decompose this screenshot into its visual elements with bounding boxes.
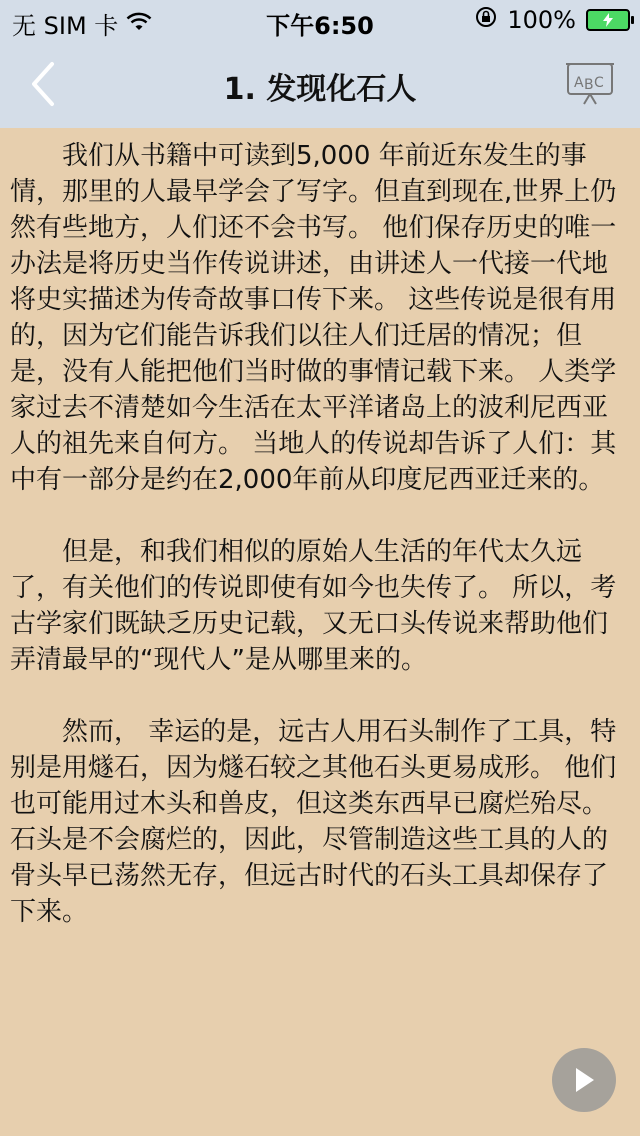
abc-board-button[interactable] (562, 56, 618, 112)
play-button[interactable] (552, 1048, 616, 1112)
page-title: 1. 发现化石人 (223, 72, 417, 107)
status-time: 下午6:50 (266, 12, 374, 40)
play-icon (570, 1065, 598, 1095)
status-bar (0, 0, 640, 40)
svg-text:C: C (594, 75, 604, 91)
svg-text:B: B (584, 77, 594, 93)
nav-bar (0, 40, 640, 128)
paragraph: 但是，和我们相似的原始人生活的年代太久远了，有关他们的传说即使有如今也失传了。 所以，考古学家们既缺乏历史记载，又无口头传说来帮助他们弄清最早的“现代人”是从哪里来的。 (10, 537, 617, 675)
charging-bolt-icon (602, 13, 614, 27)
rotation-lock-icon (475, 6, 497, 34)
article-body (10, 138, 622, 966)
battery-icon (586, 9, 630, 31)
carrier-label: 无 SIM 卡 (12, 12, 119, 40)
header (0, 0, 640, 128)
abc-board-icon (562, 56, 618, 112)
paragraph: 然而， 幸运的是，远古人用石头制作了工具，特别是用燧石，因为燧石较之其他石头更易成形。 他们也可能用过木头和兽皮，但这类东西早已腐烂殆尽。 石头是不会腐烂的，因此，尽管制造这些工具的人的骨头早已荡然无存，但远古时代的石头工具却保存了下来。 (10, 717, 617, 927)
status-right (475, 6, 630, 34)
battery-percent: 100% (507, 6, 576, 34)
paragraph: 我们从书籍中可读到5,000 年前近东发生的事情，那里的人最早学会了写字。但直到现在,世界上仍然有些地方，人们还不会书写。 他们保存历史的唯一办法是将历史当作传说讲述，由讲述人一代接一代地将史实描述为传奇故事口传下来。 这些传说是很有用的，因为它们能告诉我们以往人们迁居的情况；但是，没有人能把他们当时做的事情记载下来。 人类学家过去不清楚如今生活在太平洋诸岛上的波利尼西亚人的祖先来自何方。 当地人的传说却告诉了人们：其中有一部分是约在2,000年前从印度尼西亚迁来的。 (10, 141, 617, 495)
svg-text:A: A (574, 75, 584, 91)
